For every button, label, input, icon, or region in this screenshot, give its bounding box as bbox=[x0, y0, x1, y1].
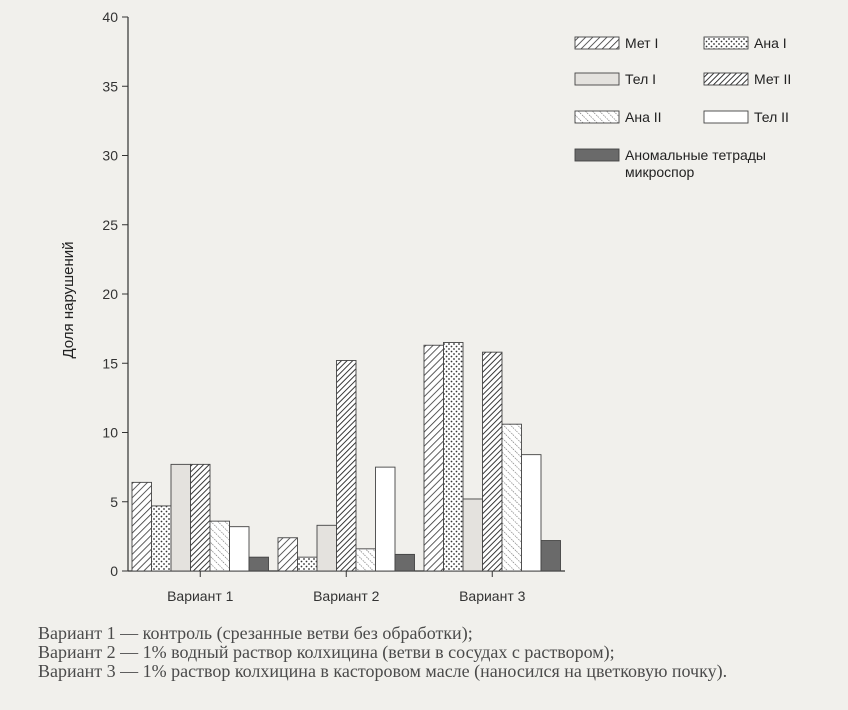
y-tick-label: 15 bbox=[102, 355, 118, 372]
bar bbox=[132, 482, 152, 571]
bar bbox=[210, 521, 230, 571]
legend-label: Мет I bbox=[625, 35, 659, 51]
bar bbox=[191, 464, 211, 571]
bar bbox=[424, 345, 444, 571]
bar bbox=[502, 424, 522, 571]
figure-caption bbox=[38, 624, 844, 681]
bar bbox=[152, 506, 172, 571]
bar bbox=[376, 467, 396, 571]
x-tick-label: Вариант 1 bbox=[167, 588, 234, 604]
y-tick-label: 20 bbox=[102, 286, 118, 302]
caption-line-3: Вариант 3 — 1% раствор колхицина в касторовом масле (наносился на цветковую почку). bbox=[38, 661, 728, 681]
bar bbox=[541, 541, 561, 571]
legend-swatch bbox=[704, 37, 748, 49]
legend-label: Ана II bbox=[625, 109, 662, 125]
y-tick-label: 40 bbox=[102, 9, 118, 25]
legend-swatch bbox=[575, 149, 619, 161]
legend-label: Аномальные тетрады микроспор bbox=[625, 147, 766, 180]
x-tick-label: Вариант 2 bbox=[313, 588, 380, 604]
y-tick-label: 35 bbox=[102, 78, 118, 95]
y-tick-label: 0 bbox=[110, 563, 118, 579]
legend-label: Тел II bbox=[754, 109, 789, 125]
bar bbox=[483, 352, 503, 571]
legend-swatch bbox=[704, 73, 748, 85]
legend-swatch bbox=[575, 37, 619, 49]
legend-swatch bbox=[704, 111, 748, 123]
legend-label: Ана I bbox=[754, 35, 787, 51]
y-axis-label: Доля нарушений bbox=[60, 241, 77, 359]
bar bbox=[356, 549, 376, 571]
bar bbox=[278, 538, 298, 571]
legend-label: Мет II bbox=[754, 71, 792, 87]
y-tick-label: 5 bbox=[110, 493, 118, 510]
y-tick-label: 30 bbox=[102, 147, 118, 164]
bar bbox=[522, 455, 542, 571]
bar bbox=[463, 499, 483, 571]
legend-swatch bbox=[575, 111, 619, 123]
legend-label: Тел I bbox=[625, 71, 657, 87]
bar bbox=[171, 464, 191, 571]
bar bbox=[230, 527, 250, 571]
bar bbox=[444, 342, 464, 571]
y-tick-label: 10 bbox=[102, 424, 118, 441]
bar bbox=[298, 557, 318, 571]
bar bbox=[337, 360, 357, 571]
bar bbox=[395, 554, 415, 571]
x-tick-label: Вариант 3 bbox=[459, 588, 526, 604]
y-tick-label: 25 bbox=[102, 216, 118, 233]
caption-line-2: Вариант 2 — 1% водный раствор колхицина (ветви в сосудах с раствором); bbox=[38, 642, 615, 662]
bar bbox=[317, 525, 337, 571]
caption-line-1: Вариант 1 — контроль (срезанные ветви без обработки); bbox=[38, 623, 473, 643]
bar bbox=[249, 557, 269, 571]
legend-swatch bbox=[575, 73, 619, 85]
